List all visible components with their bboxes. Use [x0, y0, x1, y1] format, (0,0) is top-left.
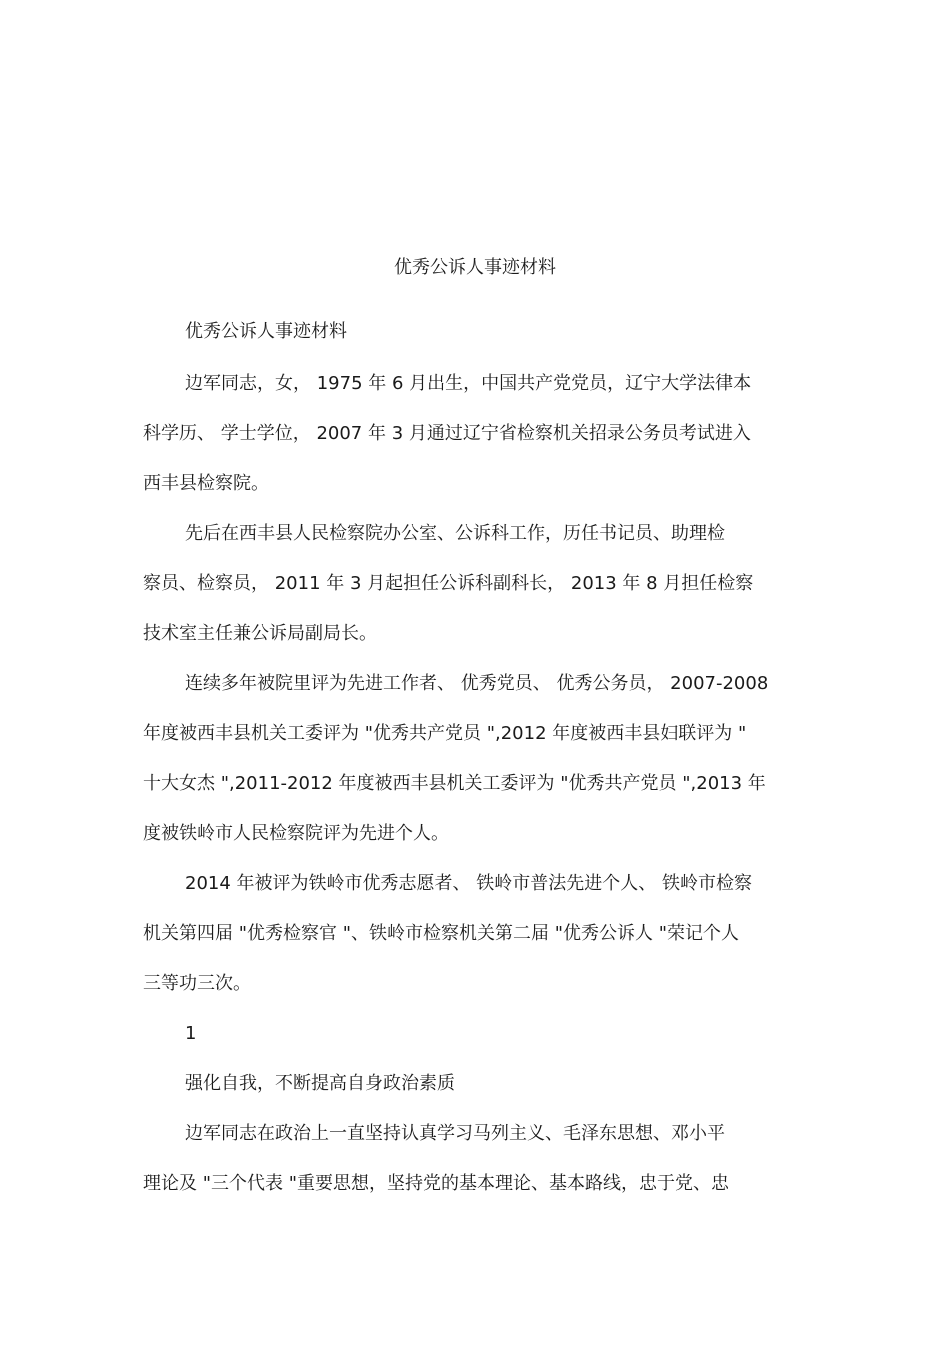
paragraph-line: 边军同志，女， 1975 年 6 月出生，中国共产党党员，辽宁大学法律本 — [185, 373, 752, 394]
document-title: 优秀公诉人事迹材料 — [394, 257, 556, 278]
section-heading: 优秀公诉人事迹材料 — [185, 321, 347, 342]
paragraph-line: 技术室主任兼公诉局副局长。 — [143, 623, 377, 644]
paragraph-line: 年度被西丰县机关工委评为 "优秀共产党员 ",2012 年度被西丰县妇联评为 " — [143, 723, 747, 744]
paragraph-line: 连续多年被院里评为先进工作者、 优秀党员、 优秀公务员， 2007-2008 — [185, 673, 769, 694]
section-number: 1 — [185, 1023, 197, 1044]
paragraph-line: 2014 年被评为铁岭市优秀志愿者、 铁岭市普法先进个人、 铁岭市检察 — [185, 873, 752, 894]
paragraph-line: 先后在西丰县人民检察院办公室、公诉科工作，历任书记员、助理检 — [185, 523, 725, 544]
paragraph-line: 科学历、 学士学位， 2007 年 3 月通过辽宁省检察机关招录公务员考试进入 — [143, 423, 751, 444]
paragraph-line: 三等功三次。 — [143, 973, 251, 994]
paragraph-line: 西丰县检察院。 — [143, 473, 269, 494]
paragraph-line: 边军同志在政治上一直坚持认真学习马列主义、毛泽东思想、邓小平 — [185, 1123, 725, 1144]
paragraph-line: 度被铁岭市人民检察院评为先进个人。 — [143, 823, 449, 844]
paragraph-line: 机关第四届 "优秀检察官 "、铁岭市检察机关第二届 "优秀公诉人 "荣记个人 — [143, 923, 740, 944]
section-heading: 强化自我，不断提高自身政治素质 — [185, 1073, 455, 1094]
paragraph-line: 理论及 "三个代表 "重要思想，坚持党的基本理论、基本路线，忠于党、忠 — [143, 1173, 729, 1194]
paragraph-line: 察员、检察员， 2011 年 3 月起担任公诉科副科长， 2013 年 8 月担任检察 — [143, 573, 754, 594]
paragraph-line: 十大女杰 ",2011-2012 年度被西丰县机关工委评为 "优秀共产党员 ",2013 年 — [143, 773, 766, 794]
